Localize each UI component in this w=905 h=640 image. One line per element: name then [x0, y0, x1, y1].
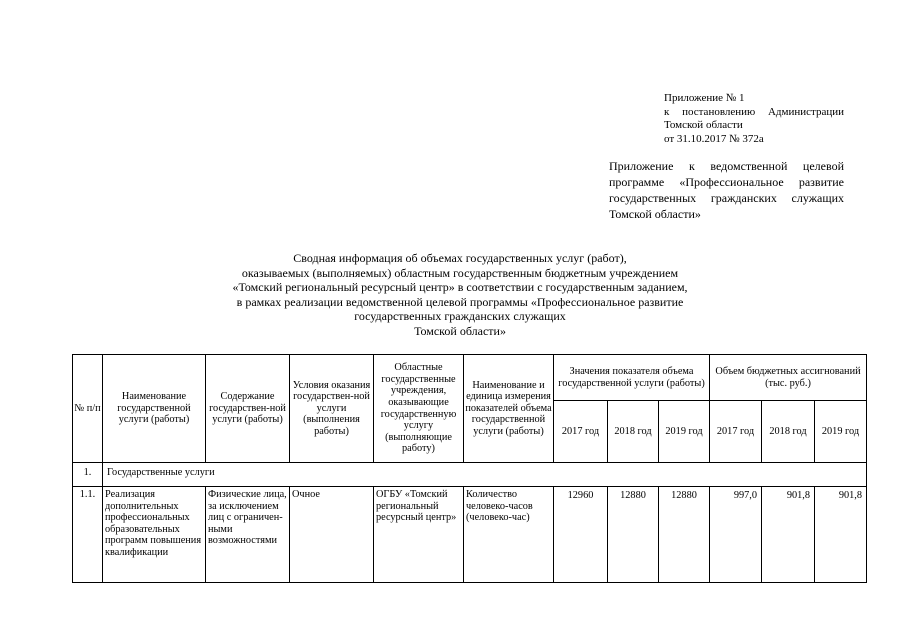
row-value-2017: 12960	[554, 487, 608, 583]
header-indicator: Наименование и единица измерения показателей объема государственной услуги (работы)	[464, 355, 554, 463]
appendix-2-header	[609, 158, 844, 222]
section-label: Государственные услуги	[103, 463, 867, 487]
header-budget-group: Объем бюджетных ассигнований (тыс. руб.)	[710, 355, 867, 401]
appendix-1-line: от 31.10.2017 № 372а	[664, 132, 764, 145]
header-service: Наименование государственной услуги (работы)	[103, 355, 206, 463]
table-row	[73, 487, 867, 583]
section-row	[73, 463, 867, 487]
row-num: 1.1.	[73, 487, 103, 583]
appendix-2-line: программе «Профессиональное развитие	[609, 175, 844, 189]
row-conditions: Очное	[290, 487, 374, 583]
header-values-group: Значения показателя объема государственной услуги (работы)	[554, 355, 710, 401]
row-institution: ОГБУ «Томский региональный ресурсный центр»	[374, 487, 464, 583]
header-budget-2017: 2017 год	[710, 401, 762, 463]
row-budget-2018: 901,8	[762, 487, 815, 583]
services-table	[72, 354, 867, 583]
header-num: № п/п	[73, 355, 103, 463]
title-line: в рамках реализации ведомственной целевой программы «Профессиональное развитие	[236, 294, 684, 309]
header-budget-2019: 2019 год	[815, 401, 867, 463]
header-year-2018: 2018 год	[608, 401, 659, 463]
header-institutions: Областные государственные учреждения, оказывающие государственную услугу (выполняющие работу)	[374, 355, 464, 463]
row-content: Физические лица, за исключением лиц с ограничен-ными возможностями	[206, 487, 290, 583]
appendix-2-line: государственных гражданских служащих	[609, 191, 844, 205]
table-header-row	[73, 355, 867, 401]
row-service: Реализация дополнительных профессиональных образовательных программ повышения квалификации	[103, 487, 206, 583]
row-value-2019: 12880	[659, 487, 710, 583]
title-line: Томской области»	[414, 323, 506, 338]
header-budget-2018: 2018 год	[762, 401, 815, 463]
appendix-1-line: к постановлению Администрации	[664, 105, 844, 118]
header-year-2019: 2019 год	[659, 401, 710, 463]
title-line: оказываемых (выполняемых) областным государственным бюджетным учреждением	[241, 265, 679, 280]
header-year-2017: 2017 год	[554, 401, 608, 463]
row-indicator: Количество человеко-часов (человеко-час)	[464, 487, 554, 583]
appendix-1-line: Приложение № 1	[664, 92, 745, 104]
header-conditions: Условия оказания государствен-ной услуги (выполнения работы)	[290, 355, 374, 463]
row-value-2018: 12880	[608, 487, 659, 583]
header-content: Содержание государствен-ной услуги (работы)	[206, 355, 290, 463]
document-title	[190, 251, 730, 338]
appendix-2-line: Приложение к ведомственной целевой	[609, 159, 844, 173]
appendix-1-header	[664, 92, 844, 146]
appendix-2-line: Томской области»	[609, 207, 701, 221]
row-budget-2017: 997,0	[710, 487, 762, 583]
section-num: 1.	[73, 463, 103, 487]
title-line: «Томский региональный ресурсный центр» в соответствии с государственным заданием,	[232, 280, 688, 294]
title-line: Сводная информация об объемах государственных услуг (работ),	[293, 251, 627, 265]
appendix-1-line: Томской области	[664, 119, 743, 131]
row-budget-2019: 901,8	[815, 487, 867, 583]
title-line: государственных гражданских служащих	[354, 309, 566, 323]
